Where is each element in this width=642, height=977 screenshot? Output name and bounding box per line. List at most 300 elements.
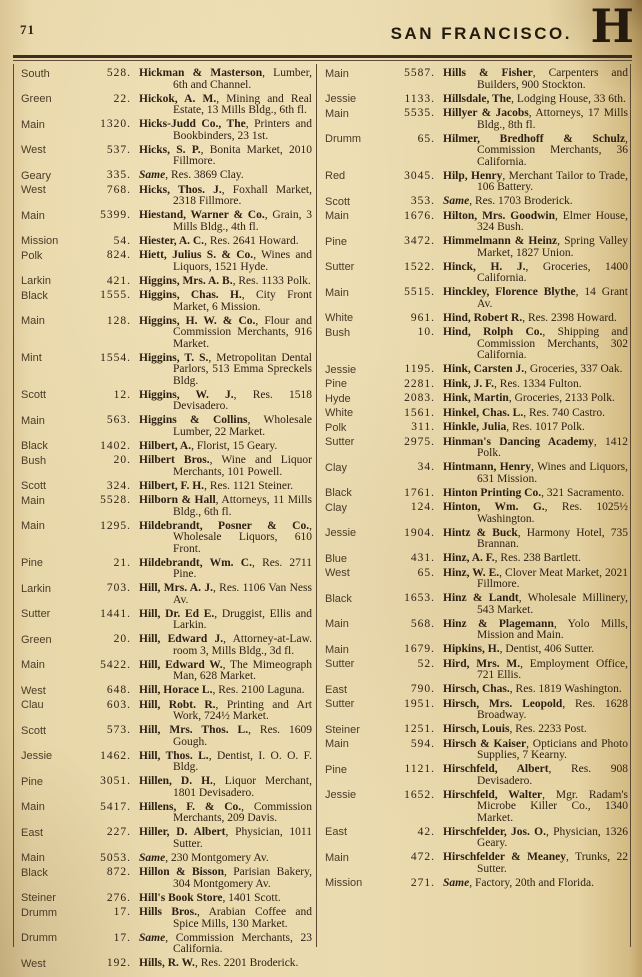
subscriber-detail: , Opticians and Photo Supplies, 7 Kearny.: [477, 737, 628, 761]
directory-entry: [21, 210, 312, 233]
subscriber-name: Hinz, A. F.: [443, 552, 495, 564]
page-title: SAN FRANCISCO.: [390, 24, 572, 43]
exchange-name: Main: [21, 520, 45, 532]
exchange-name: Sutter: [325, 436, 355, 448]
subscriber-detail: , Physician, 1011 Sutter.: [173, 826, 312, 850]
directory-entry: [325, 568, 628, 591]
subscriber-detail: , Res. 1106 Van Ness Av.: [173, 582, 312, 606]
entry-text: [443, 196, 628, 208]
subscriber-detail: , Trunks, 22 Sutter.: [477, 851, 628, 875]
subscriber-detail: , 230 Montgomery Av.: [165, 851, 269, 864]
exchange-name: Black: [21, 440, 48, 452]
entry-text: [139, 495, 312, 518]
subscriber-detail: , Groceries, 2133 Polk.: [508, 392, 615, 404]
phone-number: 568.: [410, 617, 435, 630]
subscriber-detail: , Mining and Real Estate, 13 Mills Bldg., 6th fl.: [173, 92, 313, 116]
subscriber-name: Hillon & Bisson: [139, 866, 224, 878]
exchange-name: Drumm: [21, 906, 58, 919]
directory-entry: [21, 958, 312, 970]
phone-number: 227.: [106, 826, 131, 838]
subscriber-name: Hinck, H. J.: [443, 260, 526, 273]
subscriber-name: Hinkle, Julia: [443, 421, 507, 433]
subscriber-name: Higgins, T. S.: [139, 351, 209, 364]
entry-text: [443, 313, 628, 325]
phone-number: 276.: [106, 891, 131, 904]
exchange-name: White: [325, 312, 354, 324]
subscriber-detail: , Attorneys, 17 Mills Bldg., 8th fl.: [477, 107, 628, 131]
entry-text: [443, 619, 628, 642]
entry-text: [139, 933, 312, 956]
phone-number: 472.: [410, 851, 435, 863]
subscriber-name: Hill, Edward J.: [139, 633, 224, 645]
left-column: [14, 64, 317, 970]
entry-text: [139, 776, 312, 799]
exchange-name: Sutter: [325, 261, 355, 273]
phone-number: 22.: [113, 92, 131, 105]
directory-entry: [21, 353, 312, 388]
subscriber-detail: , Commission Merchants, 36 California.: [477, 132, 628, 168]
subscriber-detail: , Factory, 20th and Florida.: [469, 876, 594, 889]
entry-text: [443, 68, 628, 91]
directory-entry: [325, 262, 628, 285]
subscriber-name: Hinman's Dancing Academy: [443, 435, 594, 448]
subscriber-name: Hink, Carsten J.: [443, 363, 525, 375]
directory-entry: [21, 170, 312, 182]
phone-number: 1951.: [404, 697, 435, 710]
subscriber-name: Hickok, A. M.: [139, 92, 217, 105]
subscriber-name: Same: [139, 851, 166, 864]
entry-text: [443, 422, 628, 434]
directory-entry: [325, 236, 628, 259]
phone-number: 20.: [113, 633, 131, 645]
exchange-name: Main: [21, 659, 45, 671]
subscriber-detail: , Mgr. Radam's Microbe Killer Co., 1340 Market.: [477, 788, 628, 824]
subscriber-detail: , Res. 2711 Pine.: [173, 556, 312, 580]
exchange-name: West: [325, 567, 350, 579]
phone-number: 648.: [106, 684, 131, 696]
directory-entry: [325, 287, 628, 310]
phone-number: 5417.: [100, 800, 131, 813]
subscriber-detail: , Res. 2398 Howard.: [522, 311, 617, 324]
phone-number: 1320.: [100, 118, 131, 130]
exchange-name: Scott: [21, 724, 47, 737]
subscriber-name: Hicks, S. P.: [139, 143, 201, 156]
entry-text: [443, 94, 628, 106]
entry-text: [139, 390, 312, 413]
directory-entry: [21, 236, 312, 248]
subscriber-detail: , Commission Merchants, 209 Davis.: [173, 800, 313, 824]
subscriber-name: Hicks-Judd Co., The: [139, 118, 246, 130]
entry-text: [443, 878, 628, 890]
subscriber-name: Hirsch, Mrs. Leopold: [443, 697, 563, 710]
phone-number: 42.: [417, 825, 435, 838]
subscriber-detail: , Res. 1121 Steiner.: [204, 479, 294, 492]
exchange-name: Pine: [21, 775, 44, 788]
phone-number: 1904.: [404, 526, 435, 539]
subscriber-detail: , Harmony Hotel, 735 Brannan.: [477, 526, 628, 550]
subscriber-detail: , 14 Grant Av.: [477, 286, 628, 310]
phone-number: 1522.: [404, 260, 435, 273]
exchange-name: East: [325, 683, 348, 696]
exchange-name: Main: [21, 118, 45, 131]
entry-text: [443, 364, 628, 376]
entry-text: [139, 609, 312, 632]
subscriber-detail: , Res. 238 Bartlett.: [494, 552, 581, 564]
entry-text: [139, 853, 312, 865]
subscriber-detail: , Wine and Liquor Merchants, 101 Powell.: [173, 454, 313, 478]
directory-entry: [21, 609, 312, 632]
subscriber-name: Hilbert Bros.: [139, 454, 210, 466]
subscriber-name: Hind, Rolph Co.: [443, 326, 543, 338]
entry-text: [139, 827, 312, 850]
entry-text: [443, 262, 628, 285]
directory-entry: [21, 700, 312, 723]
subscriber-detail: , Res. 1518 Devisadero.: [173, 388, 312, 412]
phone-number: 124.: [410, 501, 435, 513]
exchange-name: Jessie: [325, 363, 357, 376]
phone-number: 573.: [106, 724, 131, 736]
right-column: [317, 64, 630, 947]
subscriber-detail: , Groceries, 337 Oak.: [524, 363, 623, 375]
subscriber-name: Hillens, F. & Co.: [139, 800, 242, 813]
exchange-name: Steiner: [325, 723, 360, 736]
subscriber-detail: , Dentist, 406 Sutter.: [499, 643, 595, 655]
exchange-name: Clay: [325, 461, 348, 474]
subscriber-detail: , Wholesale Lumber, 22 Market.: [173, 414, 312, 438]
phone-number: 1402.: [100, 439, 131, 452]
subscriber-detail: , Shipping and Commission Merchants, 302 California.: [477, 326, 629, 361]
entry-text: [443, 852, 628, 875]
subscriber-detail: , Printing and Art Work, 724½ Market.: [173, 698, 312, 722]
directory-entry: [325, 553, 628, 565]
exchange-name: Mint: [21, 352, 42, 364]
subscriber-detail: , Res. 1703 Broderick.: [469, 195, 573, 207]
exchange-name: Blue: [325, 552, 348, 565]
entry-text: [139, 210, 312, 233]
directory-entry: [21, 250, 312, 273]
exchange-name: Hyde: [325, 392, 351, 405]
exchange-name: Black: [21, 866, 48, 879]
phone-number: 192.: [106, 957, 131, 969]
exchange-name: Mission: [21, 235, 59, 247]
subscriber-name: Hilbert, A.: [139, 439, 192, 452]
entry-text: [443, 644, 628, 656]
phone-number: 1652.: [404, 788, 435, 801]
entry-text: [443, 327, 628, 362]
phone-number: 1251.: [404, 723, 435, 735]
subscriber-detail: , Commission Merchants, 23 California.: [165, 931, 312, 955]
subscriber-detail: , Dentist, I. O. O. F. Bldg.: [173, 749, 312, 773]
phone-number: 421.: [106, 274, 131, 287]
phone-number: 5515.: [404, 286, 435, 298]
subscriber-detail: , Res. 1334 Fulton.: [494, 377, 582, 390]
subscriber-name: Hiller, D. Albert: [139, 826, 226, 838]
section-letter: H: [590, 0, 634, 53]
phone-number: 1554.: [100, 351, 131, 364]
directory-entry: [21, 933, 312, 956]
phone-number: 3045.: [404, 169, 435, 182]
directory-entry: [325, 790, 628, 825]
phone-number: 961.: [410, 311, 435, 324]
exchange-name: Polk: [21, 249, 43, 262]
directory-entry: [325, 699, 628, 722]
exchange-name: Geary: [21, 169, 51, 182]
subscriber-detail: , Spring Valley Market, 1827 Union.: [477, 235, 629, 259]
subscriber-name: Hill, Robt. R.: [139, 698, 216, 711]
directory-entry: [325, 878, 628, 890]
phone-number: 1441.: [100, 607, 131, 620]
directory-entry: [21, 415, 312, 438]
subscriber-detail: , Bonita Market, 2010 Fillmore.: [173, 143, 313, 167]
directory-entry: [325, 393, 628, 405]
entry-text: [139, 276, 312, 288]
subscriber-name: Higgins, H. W. & Co.: [139, 314, 256, 327]
subscriber-detail: , Res. 1133 Polk.: [232, 274, 311, 287]
directory-entry: [21, 660, 312, 683]
subscriber-detail: , Wholesale Liquors, 610 Front.: [173, 519, 312, 555]
subscriber-name: Hill, Dr. Ed E.: [139, 607, 215, 620]
subscriber-detail: , Res. 1819 Washington.: [509, 683, 622, 695]
subscriber-name: Same: [443, 876, 470, 889]
phone-number: 353.: [410, 195, 435, 207]
exchange-name: West: [21, 957, 46, 970]
directory-entry: [325, 852, 628, 875]
entry-text: [139, 521, 312, 556]
subscriber-detail: , Res. 1609 Gough.: [173, 724, 313, 748]
phone-number: 5422.: [100, 658, 131, 671]
phone-number: 1679.: [404, 643, 435, 655]
subscriber-detail: , The Mimeograph Man, 628 Market.: [173, 658, 312, 682]
phone-number: 2975.: [404, 435, 435, 448]
phone-number: 65.: [417, 132, 435, 145]
directory-entry: [21, 495, 312, 518]
subscriber-name: Hink, J. F.: [443, 377, 495, 390]
entry-text: [443, 593, 628, 616]
entry-text: [443, 211, 628, 234]
subscriber-detail: , Res. 2233 Post.: [509, 723, 587, 735]
subscriber-detail: , Res. 2201 Broderick.: [194, 957, 299, 969]
directory-entry: [325, 644, 628, 656]
entry-text: [443, 287, 628, 310]
phone-number: 12.: [113, 388, 131, 401]
entry-text: [139, 170, 312, 182]
phone-number: 3472.: [404, 235, 435, 247]
directory-entry: [325, 437, 628, 460]
exchange-name: Bush: [21, 454, 47, 467]
subscriber-name: Hipkins, H.: [443, 643, 500, 655]
subscriber-name: Same: [139, 169, 166, 181]
exchange-name: Jessie: [325, 527, 357, 539]
subscriber-name: Hintz & Buck: [443, 526, 518, 539]
phone-number: 65.: [417, 566, 435, 579]
entry-text: [443, 379, 628, 391]
directory-columns: [13, 64, 631, 970]
subscriber-detail: , Wholesale Millinery, 543 Market.: [477, 592, 628, 616]
subscriber-name: Hill, Horace L.: [139, 684, 213, 696]
exchange-name: Jessie: [325, 789, 357, 801]
subscriber-name: Hildebrandt, Posner & Co.: [139, 519, 310, 532]
directory-entry: [325, 659, 628, 682]
subscriber-name: Hirsch & Kaiser: [443, 737, 527, 750]
subscriber-name: Hiester, A. C.: [139, 234, 205, 247]
exchange-name: Clay: [325, 501, 348, 514]
entry-text: [139, 700, 312, 723]
entry-text: [139, 185, 312, 208]
exchange-name: Main: [21, 315, 45, 327]
directory-entry: [21, 893, 312, 905]
entry-text: [139, 353, 312, 388]
subscriber-detail: , Flour and Commission Merchants, 916 Market.: [173, 314, 312, 350]
directory-entry: [21, 276, 312, 288]
directory-entry: [325, 196, 628, 208]
subscriber-detail: , Res. 1025½ Washington.: [477, 501, 629, 525]
subscriber-name: Higgins, Mrs. A. B.: [139, 274, 233, 287]
exchange-name: Drumm: [325, 133, 362, 145]
exchange-name: Main: [325, 738, 349, 750]
directory-entry: [325, 827, 628, 850]
directory-entry: [325, 68, 628, 91]
exchange-name: Black: [325, 592, 352, 605]
subscriber-name: Hillen, D. H.: [139, 775, 213, 787]
subscriber-name: Hills Bros.: [139, 906, 198, 918]
exchange-name: Sutter: [325, 698, 355, 710]
directory-entry: [21, 390, 312, 413]
phone-number: 1121.: [404, 763, 435, 775]
exchange-name: Pine: [325, 378, 348, 390]
subscriber-detail: , Res. 3869 Clay.: [165, 169, 244, 181]
phone-number: 703.: [106, 582, 131, 594]
subscriber-name: Hirsch, Chas.: [443, 683, 510, 695]
subscriber-name: Hickman & Masterson: [139, 67, 263, 79]
subscriber-name: Hillsdale, The: [443, 92, 512, 105]
subscriber-name: Hiett, Julius S. & Co.: [139, 249, 254, 261]
subscriber-name: Hink, Martin: [443, 392, 509, 404]
phone-number: 1462.: [100, 749, 131, 762]
subscriber-detail: , Res. 1628 Broadway.: [477, 697, 629, 721]
directory-entry: [21, 725, 312, 748]
entry-text: [139, 685, 312, 697]
directory-entry: [325, 327, 628, 362]
entry-text: [139, 907, 312, 930]
subscriber-detail: , 1412 Polk.: [477, 435, 628, 459]
phone-number: 20.: [113, 454, 131, 466]
exchange-name: Main: [325, 618, 349, 630]
subscriber-detail: , Arabian Coffee and Spice Mills, 130 Market.: [173, 906, 312, 930]
entry-text: [443, 764, 628, 787]
exchange-name: Main: [21, 209, 45, 222]
exchange-name: West: [21, 684, 46, 697]
entry-text: [443, 724, 628, 736]
subscriber-name: Hill, Edward W.: [139, 658, 223, 671]
phone-number: 54.: [113, 234, 131, 247]
directory-entry: [325, 171, 628, 194]
entry-text: [443, 827, 628, 850]
entry-text: [139, 68, 312, 91]
phone-number: 311.: [411, 421, 435, 433]
exchange-name: Larkin: [21, 275, 51, 287]
phone-number: 603.: [106, 698, 131, 711]
exchange-name: Main: [325, 107, 349, 120]
subscriber-name: Hilmer, Bredhoff & Schulz: [443, 132, 626, 145]
subscriber-detail: , Grain, 3 Mills Bldg., 4th fl.: [173, 209, 313, 233]
subscriber-name: Hills, R. W.: [139, 957, 195, 969]
directory-entry: [21, 685, 312, 697]
exchange-name: Drumm: [21, 932, 58, 944]
subscriber-detail: , Attorney-at-Law. room 3, Mills Bldg., 3d fl.: [173, 633, 312, 657]
directory-entry: [21, 802, 312, 825]
subscriber-detail: , Yolo Mills, Mission and Main.: [477, 617, 628, 641]
entry-text: [443, 699, 628, 722]
subscriber-name: Hinz & Plagemann: [443, 617, 554, 630]
subscriber-name: Same: [139, 931, 166, 944]
directory-entry: [325, 134, 628, 169]
phone-number: 824.: [106, 249, 131, 261]
directory-entry: [325, 364, 628, 376]
page-number: 71: [20, 22, 35, 37]
exchange-name: Steiner: [21, 892, 56, 904]
subscriber-name: Hill, Mrs. Thos. L.: [139, 724, 249, 736]
subscriber-detail: , Res. 1017 Polk.: [506, 421, 585, 433]
entry-text: [443, 568, 628, 591]
subscriber-name: Hilborn & Hall: [139, 494, 216, 506]
phone-number: 5528.: [100, 494, 131, 506]
directory-entry: [325, 739, 628, 762]
directory-entry: [325, 593, 628, 616]
exchange-name: Pine: [325, 763, 348, 776]
phone-number: 431.: [410, 552, 435, 564]
entry-text: [139, 316, 312, 351]
subscriber-detail: , Lodging House, 33 6th.: [511, 92, 626, 105]
phone-number: 563.: [106, 414, 131, 426]
entry-text: [139, 958, 312, 970]
subscriber-name: Hilton, Mrs. Goodwin: [443, 209, 555, 222]
subscriber-name: Hills & Fisher: [443, 67, 533, 79]
subscriber-name: Hill's Book Store: [139, 891, 223, 904]
phone-number: 21.: [113, 556, 131, 569]
exchange-name: Black: [21, 289, 48, 302]
entry-text: [139, 867, 312, 890]
phone-number: 537.: [106, 143, 131, 156]
subscriber-name: Hillyer & Jacobs: [443, 107, 529, 119]
directory-entry: [21, 634, 312, 657]
exchange-name: Main: [325, 851, 349, 864]
subscriber-name: Hirschfelder, Jos. O.: [443, 825, 546, 838]
phone-number: 1653.: [404, 592, 435, 604]
exchange-name: West: [21, 144, 46, 156]
subscriber-name: Hilp, Henry: [443, 169, 503, 182]
directory-entry: [325, 724, 628, 736]
directory-entry: [325, 764, 628, 787]
phone-number: 1295.: [100, 519, 131, 532]
exchange-name: East: [21, 826, 44, 839]
subscriber-detail: , Printers and Bookbinders, 23 1st.: [173, 118, 312, 142]
directory-entry: [21, 776, 312, 799]
subscriber-name: Hinton Printing Co.: [443, 486, 542, 499]
phone-number: 34.: [417, 461, 435, 473]
directory-entry: [21, 521, 312, 556]
exchange-name: Scott: [21, 389, 47, 401]
directory-entry: [325, 502, 628, 525]
subscriber-name: Hill, Thos. L.: [139, 749, 209, 762]
entry-text: [443, 488, 628, 500]
phone-number: 17.: [113, 931, 131, 944]
subscriber-detail: , Groceries, 1400 California.: [477, 260, 628, 284]
subscriber-detail: , Florist, 15 Geary.: [191, 439, 278, 452]
directory-entry: [325, 211, 628, 234]
subscriber-detail: , Carpenters and Builders, 900 Stockton.: [477, 67, 628, 91]
entry-text: [139, 634, 312, 657]
phone-number: 790.: [410, 683, 435, 695]
